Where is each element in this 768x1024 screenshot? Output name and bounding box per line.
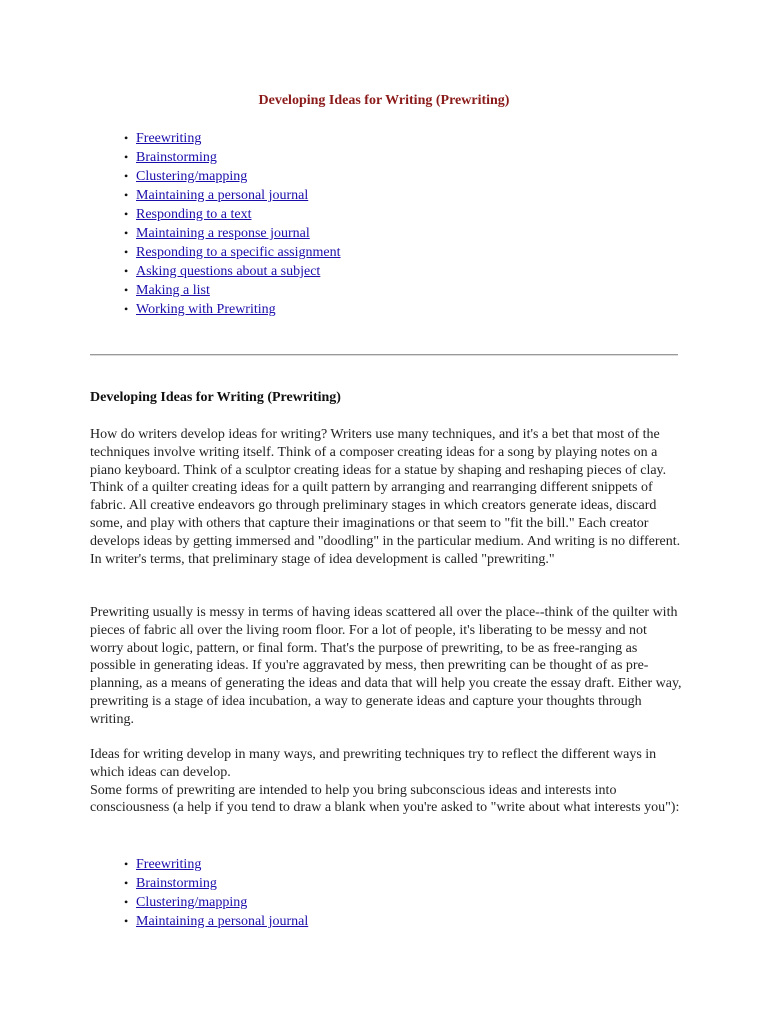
list-item <box>118 262 341 281</box>
link-specific-assignment[interactable]: Responding to a specific assignment <box>136 245 341 260</box>
list-item <box>118 874 308 893</box>
link-freewriting[interactable]: Freewriting <box>136 857 202 872</box>
bullet-icon: • <box>124 226 129 240</box>
list-item <box>118 281 341 300</box>
link-clustering-mapping[interactable]: Clustering/mapping <box>136 895 248 910</box>
paragraph-messy: Prewriting usually is messy in terms of having ideas scattered all over the place--think of the quilter with pieces of fabric all over the living room floor. For a lot of people, it's liberating to be messy and not worry about logic, pattern, or final form. That's the purpose of prewriting, to be as free-ranging as possible in generating ideas. If you're aggravated by mess, then prewriting can be thought of as pre-planning, as a means of generating the ideas and data that will help you create the essay draft. Either way, prewriting is a stage of idea incubation, a way to generate ideas and capture your thoughts through writing. <box>90 605 682 727</box>
section-heading: Developing Ideas for Writing (Prewriting) <box>90 390 341 405</box>
list-item <box>118 167 341 186</box>
table-of-contents-bottom <box>118 855 308 931</box>
bullet-icon: • <box>124 150 129 164</box>
list-item <box>118 224 341 243</box>
link-clustering-mapping[interactable]: Clustering/mapping <box>136 169 248 184</box>
paragraph-ideas <box>90 746 682 817</box>
list-item <box>118 148 341 167</box>
bullet-icon: • <box>124 188 129 202</box>
link-personal-journal[interactable]: Maintaining a personal journal <box>136 188 309 203</box>
bullet-icon: • <box>124 169 129 183</box>
bullet-icon: • <box>124 302 129 316</box>
bullet-icon: • <box>124 876 129 890</box>
list-item <box>118 205 341 224</box>
bullet-icon: • <box>124 207 129 221</box>
list-item <box>118 300 341 319</box>
link-personal-journal[interactable]: Maintaining a personal journal <box>136 914 309 929</box>
table-of-contents-top <box>118 129 341 319</box>
link-brainstorming[interactable]: Brainstorming <box>136 876 217 891</box>
paragraph-intro: How do writers develop ideas for writing? Writers use many techniques, and it's a bet that most of the techniques involve writing itself. Think of a composer creating ideas for a song by playing notes on a piano keyboard. Think of a sculptor creating ideas for a statue by shaping and reshaping pieces of clay. Think of a quilter creating ideas for a quilt pattern by arranging and rearranging different snippets of fabric. All creative endeavors go through preliminary stages in which creators generate ideas, discard some, and play with others that capture their imaginations or that seem to "fit the bill." Each creator develops ideas by getting immersed and "doodling" in the particular medium. And writing is no different. In writer's terms, that preliminary stage of idea development is called "prewriting." <box>90 427 681 567</box>
bullet-icon: • <box>124 895 129 909</box>
paragraph-ideas-line1: Ideas for writing develop in many ways, and prewriting techniques try to reflect the different ways in which ideas can develop. <box>90 747 657 780</box>
link-response-journal[interactable]: Maintaining a response journal <box>136 226 310 241</box>
bullet-icon: • <box>124 857 129 871</box>
link-making-a-list[interactable]: Making a list <box>136 283 210 298</box>
list-item <box>118 186 341 205</box>
link-freewriting[interactable]: Freewriting <box>136 131 202 146</box>
bullet-icon: • <box>124 131 129 145</box>
horizontal-divider <box>90 354 678 356</box>
link-brainstorming[interactable]: Brainstorming <box>136 150 217 165</box>
page-title: Developing Ideas for Writing (Prewriting) <box>258 93 510 108</box>
paragraph-ideas-line2: Some forms of prewriting are intended to help you bring subconscious ideas and interests into consciousness (a help if you tend to draw a blank when you're asked to "write about what interests you"): <box>90 782 680 816</box>
bullet-icon: • <box>124 264 129 278</box>
link-working-with-prewriting[interactable]: Working with Prewriting <box>136 302 276 317</box>
bullet-icon: • <box>124 245 129 259</box>
bullet-icon: • <box>124 914 129 928</box>
list-item <box>118 893 308 912</box>
list-item <box>118 912 308 931</box>
link-responding-to-text[interactable]: Responding to a text <box>136 207 252 222</box>
list-item <box>118 855 308 874</box>
link-asking-questions[interactable]: Asking questions about a subject <box>136 264 321 279</box>
bullet-icon: • <box>124 283 129 297</box>
list-item <box>118 129 341 148</box>
list-item <box>118 243 341 262</box>
